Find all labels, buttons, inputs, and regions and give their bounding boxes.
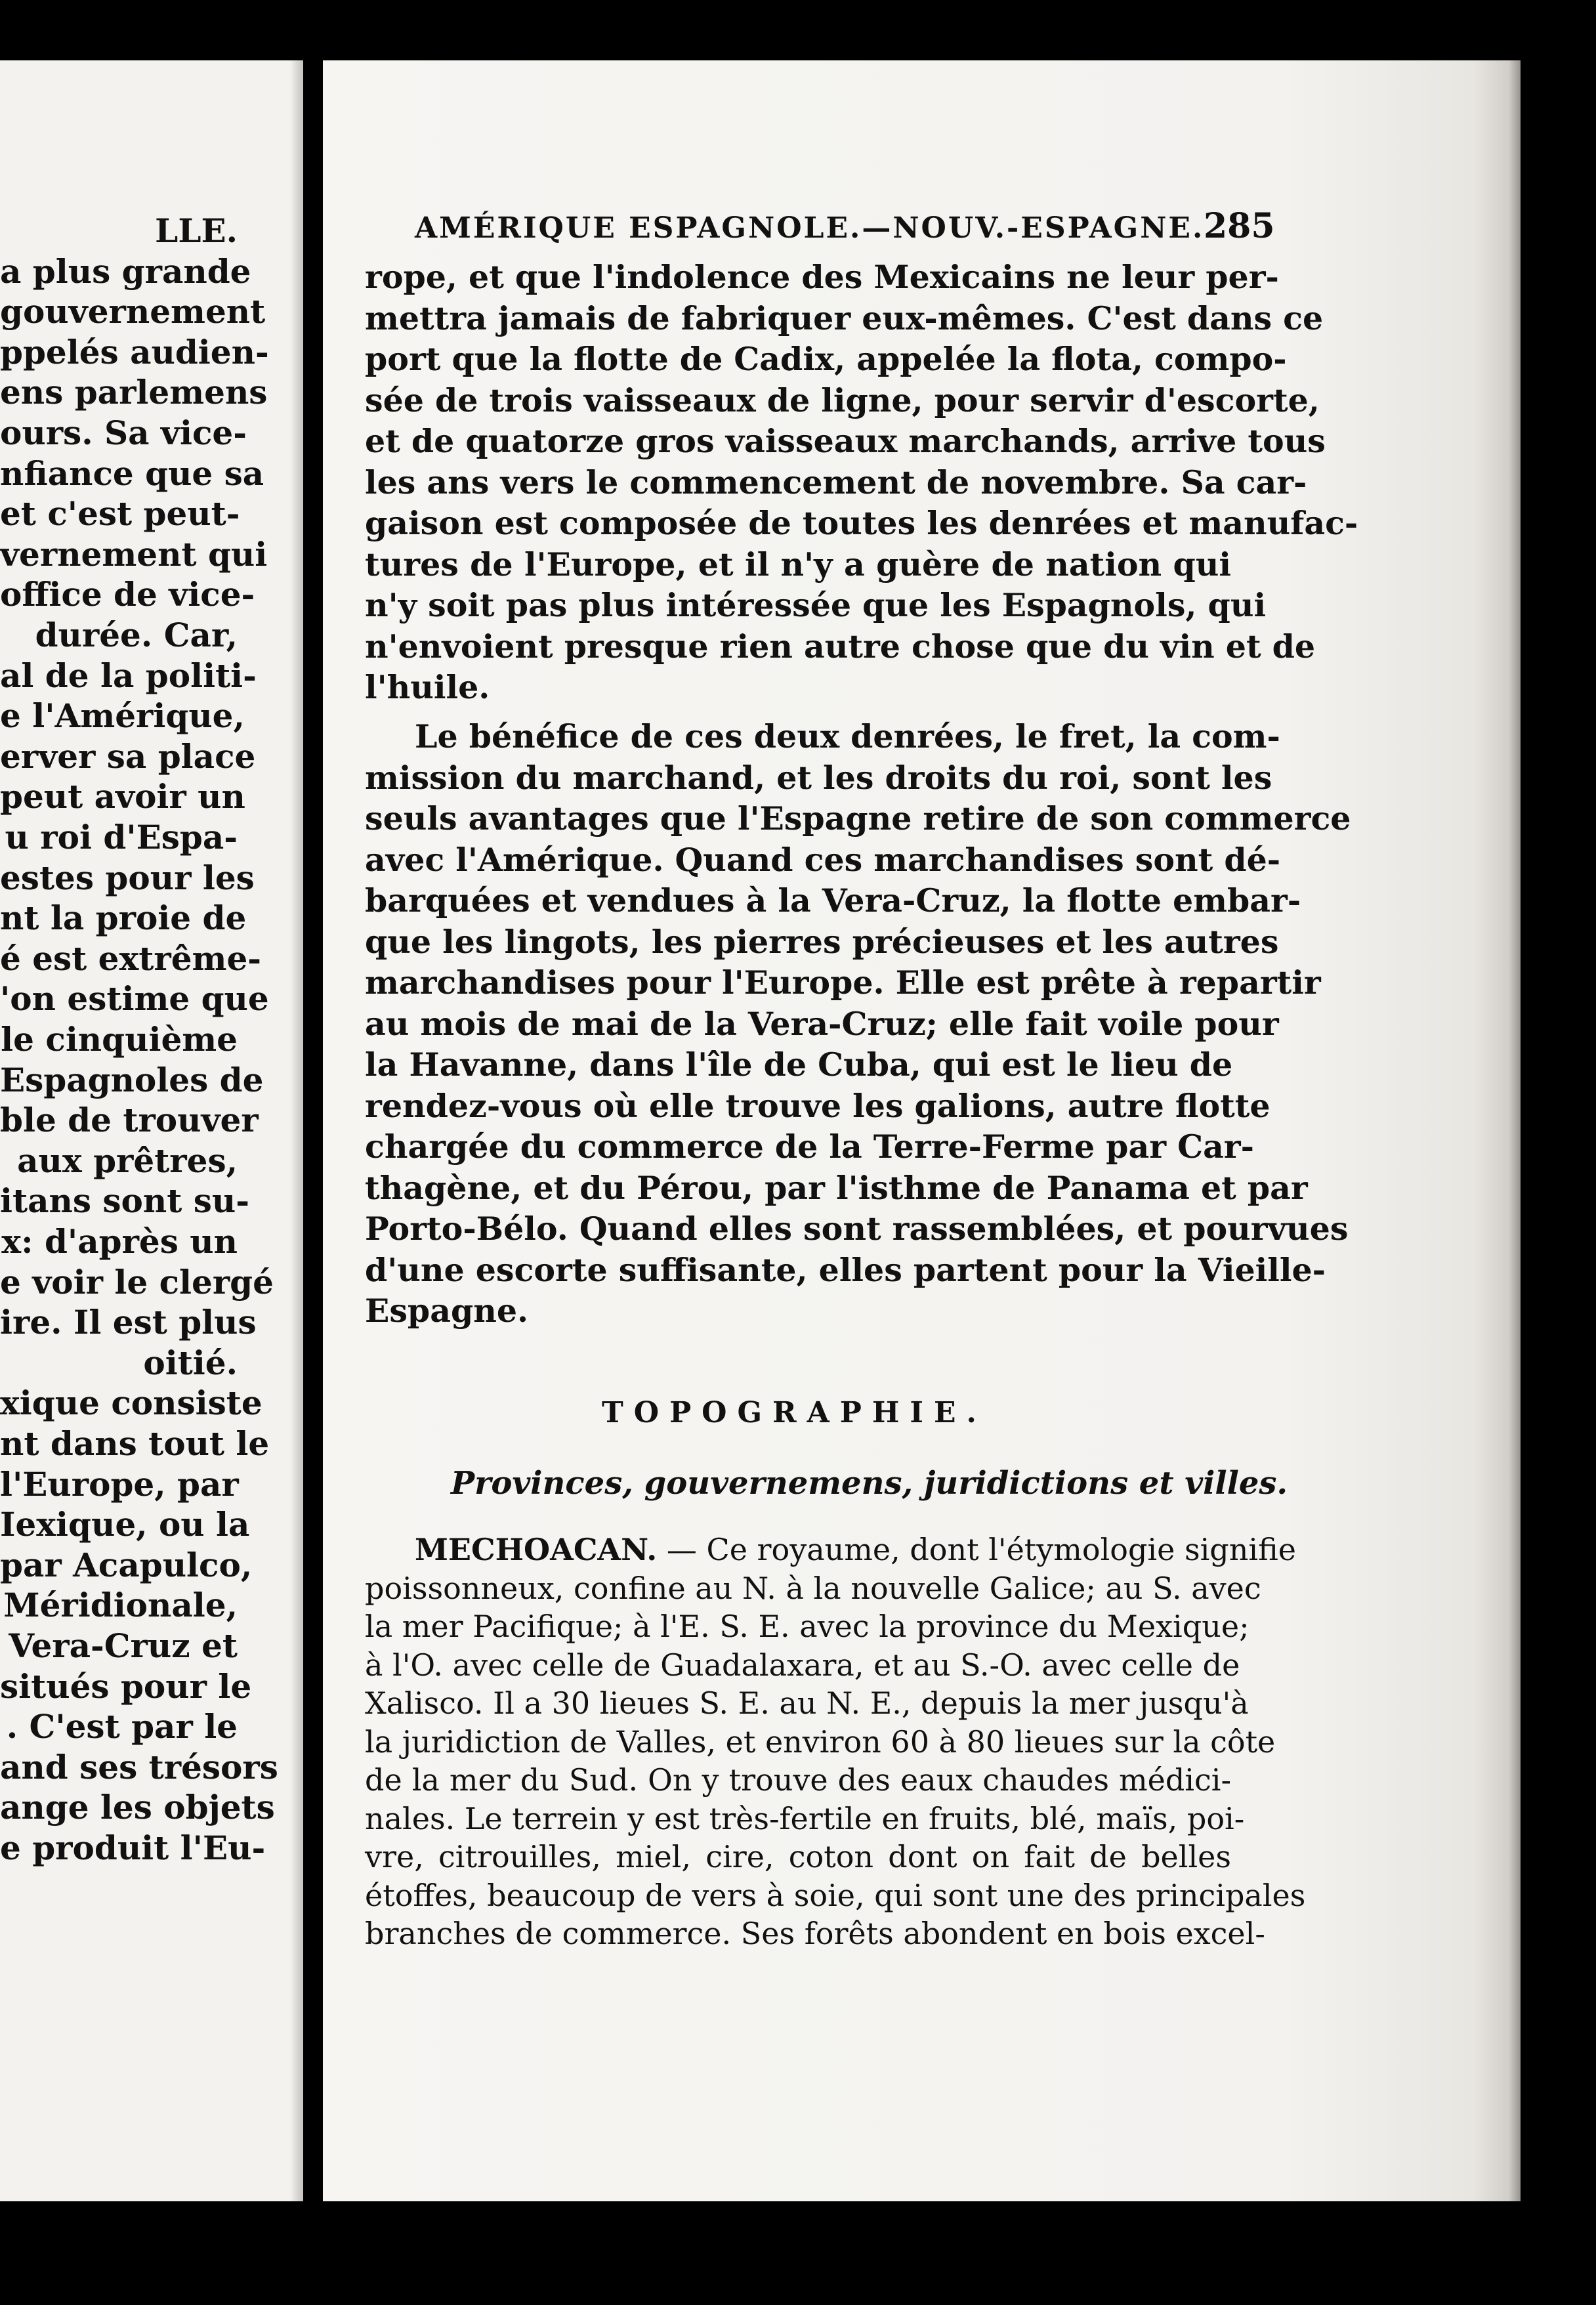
text-line: nt la proie de — [0, 899, 247, 938]
text-line: le cinquième — [1, 1020, 238, 1059]
text-line: é est extrême- — [0, 939, 262, 978]
left-page — [0, 60, 303, 2201]
text-fragment: — Ce royaume, dont l'étymologie signifie — [657, 1532, 1296, 1567]
text-line: erver sa place — [0, 736, 256, 776]
text-line: branches de commerce. Ses forêts abondent en bois excel- — [365, 1916, 1265, 1951]
text-line: n'envoient presque rien autre chose que du vin et de — [365, 627, 1316, 666]
text-line: durée. Car, — [35, 616, 238, 654]
text-line: n'y soit pas plus intéressée que les Espagnols, qui — [365, 586, 1267, 624]
text-line: itans sont su- — [0, 1181, 250, 1221]
text-line: la Havanne, dans l'île de Cuba, qui est le lieu de — [365, 1046, 1233, 1084]
text-line: marchandises pour l'Europe. Elle est prête à repartir — [365, 963, 1321, 1002]
section-subtitle: Provinces, gouvernemens, juridictions et villes. — [451, 1465, 1288, 1502]
text-line: Espagne. — [365, 1292, 529, 1330]
text-line: ange les objets — [0, 1788, 275, 1827]
text-line: chargée du commerce de la Terre-Ferme par Car- — [365, 1128, 1254, 1166]
entry-heading: MECHOACAN. — [415, 1532, 658, 1567]
gutter-shadow — [290, 60, 303, 2201]
text-line: ire. Il est plus — [0, 1303, 257, 1342]
section-title: TOPOGRAPHIE. — [602, 1396, 987, 1429]
text-line: Méridionale, — [3, 1586, 238, 1625]
text-line: étoffes, beaucoup de vers à soie, qui sont une des principales — [365, 1877, 1306, 1913]
text-line: e l'Amérique, — [0, 696, 245, 736]
text-line: peut avoir un — [0, 777, 245, 816]
text-line: gaison est composée de toutes les denrées et manufac- — [365, 504, 1358, 542]
text-line: et c'est peut- — [0, 494, 240, 534]
text-line: e voir le clergé — [0, 1262, 274, 1301]
text-line: au mois de mai de la Vera-Cruz; elle fait voile pour — [365, 1004, 1279, 1043]
text-line: nales. Le terrein y est très-fertile en fruits, blé, maïs, poi- — [365, 1800, 1245, 1836]
text-line: nfiance que sa — [0, 454, 264, 493]
text-line: vernement qui — [0, 534, 268, 574]
right-page — [323, 60, 1521, 2201]
text-line: barquées et vendues à la Vera-Cruz, la flotte embar- — [365, 881, 1301, 920]
text-line: thagène, et du Pérou, par l'isthme de Panama et par — [365, 1168, 1308, 1207]
text-line: e produit l'Eu- — [0, 1829, 266, 1867]
text-line: oitié. — [143, 1343, 238, 1382]
text-line: vre, citrouilles, miel, cire, coton dont on fait de belles — [365, 1839, 1231, 1874]
text-line: nt dans tout le — [0, 1424, 270, 1463]
text-line: l'Europe, par — [0, 1464, 239, 1504]
text-line: rendez-vous où elle trouve les galions, autre flotte — [365, 1086, 1270, 1125]
text-line: Le bénéfice de ces deux denrées, le fret, la com- — [415, 717, 1280, 755]
text-line: situés pour le — [0, 1666, 252, 1706]
text-line: seuls avantages que l'Espagne retire de son commerce — [365, 799, 1351, 837]
text-line: la juridiction de Valles, et environ 60 à 80 lieues sur la côte — [365, 1723, 1276, 1760]
text-line: poissonneux, confine au N. à la nouvelle Galice; au S. avec — [365, 1570, 1261, 1606]
text-line: ours. Sa vice- — [0, 413, 247, 452]
page-edge-shadow — [1509, 60, 1521, 2201]
text-line: Porto-Bélo. Quand elles sont rassemblées, et pourvues — [365, 1210, 1349, 1248]
text-line: xique consiste — [0, 1384, 262, 1423]
text-line: a plus grande — [0, 251, 251, 291]
text-line: mettra jamais de fabriquer eux-mêmes. C'est dans ce — [365, 299, 1324, 337]
text-line: ppelés audien- — [0, 332, 269, 371]
text-line: les ans vers le commencement de novembre. Sa car- — [365, 463, 1307, 501]
text-line: avec l'Amérique. Quand ces marchandises sont dé- — [365, 840, 1281, 879]
text-line: Vera-Cruz et — [9, 1626, 238, 1665]
running-head: AMÉRIQUE ESPAGNOLE.—NOUV.-ESPAGNE. — [415, 211, 1205, 245]
text-line: Xalisco. Il a 30 lieues S. E. au N. E., depuis la mer jusqu'à — [365, 1685, 1249, 1721]
text-line: LLE. — [155, 211, 238, 250]
text-line: 'on estime que — [0, 979, 269, 1019]
text-line: l'huile. — [365, 668, 490, 706]
text-line: de la mer du Sud. On y trouve des eaux chaudes médici- — [365, 1762, 1231, 1798]
text-line: al de la politi- — [0, 656, 257, 695]
text-line: u roi d'Espa- — [5, 818, 238, 856]
text-line: d'une escorte suffisante, elles partent pour la Vieille- — [365, 1250, 1326, 1289]
text-line: et de quatorze gros vaisseaux marchands, arrive tous — [365, 422, 1326, 460]
text-line: la mer Pacifique; à l'E. S. E. avec la province du Mexique; — [365, 1609, 1250, 1644]
text-line: que les lingots, les pierres précieuses et les autres — [365, 922, 1279, 961]
text-line: . C'est par le — [6, 1707, 238, 1746]
text-line: office de vice- — [0, 575, 255, 614]
text-line: Iexique, ou la — [0, 1505, 250, 1544]
text-line: estes pour les — [0, 858, 255, 897]
text-line: mission du marchand, et les droits du roi, sont les — [365, 758, 1272, 797]
text-line — [415, 1531, 1296, 1569]
text-line: sée de trois vaisseaux de ligne, pour servir d'escorte, — [365, 381, 1320, 419]
text-line: aux prêtres, — [17, 1141, 238, 1180]
text-line: ble de trouver — [0, 1101, 259, 1140]
page-number: 285 — [1204, 206, 1275, 246]
text-line: gouvernement — [0, 292, 266, 331]
text-line: port que la flotte de Cadix, appelée la flota, compo- — [365, 340, 1287, 378]
text-line: ens parlemens — [0, 373, 268, 412]
text-line: tures de l'Europe, et il n'y a guère de nation qui — [365, 545, 1231, 583]
text-line: Espagnoles de — [0, 1060, 264, 1099]
text-line: par Acapulco, — [0, 1545, 253, 1584]
text-line: rope, et que l'indolence des Mexicains ne leur per- — [365, 258, 1279, 296]
text-line: x: d'après un — [1, 1222, 238, 1261]
text-line: à l'O. avec celle de Guadalaxara, et au S.-O. avec celle de — [365, 1647, 1240, 1683]
text-line: and ses trésors — [0, 1747, 278, 1787]
